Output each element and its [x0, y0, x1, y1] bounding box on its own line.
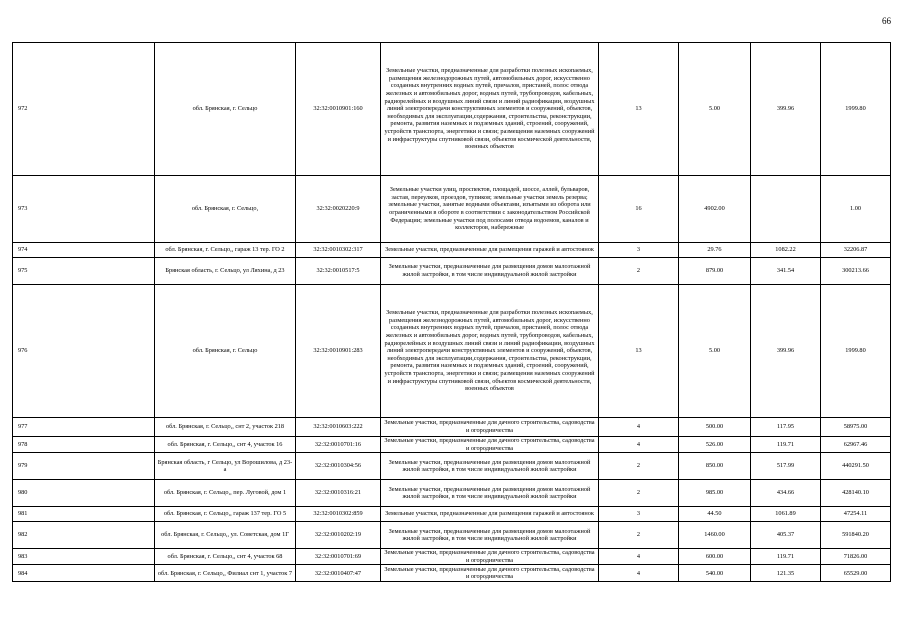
land-registry-table	[12, 42, 891, 582]
cadastral-number-cell: 32:32:0010316:21	[296, 480, 381, 507]
use-group-cell: 13	[599, 43, 679, 176]
row-number: 975	[13, 258, 155, 285]
cadastral-value-cell: 58975.00	[821, 418, 891, 437]
specific-value-cell: 341.54	[751, 258, 821, 285]
cadastral-number-cell: 32:32:0010302:317	[296, 243, 381, 258]
cadastral-number-cell: 32:32:0010701:16	[296, 437, 381, 453]
table-row	[13, 480, 891, 507]
cadastral-number-cell: 32:32:0010407:47	[296, 565, 381, 582]
cadastral-value-cell: 591840.20	[821, 522, 891, 549]
specific-value-cell: 119.71	[751, 549, 821, 565]
use-group-cell: 4	[599, 565, 679, 582]
specific-value-cell: 399.96	[751, 285, 821, 418]
table-row	[13, 418, 891, 437]
area-cell: 850.00	[679, 453, 751, 480]
specific-value-cell: 117.95	[751, 418, 821, 437]
specific-value-cell: 405.37	[751, 522, 821, 549]
address-cell: обл. Брянская, г. Сельцо,, Филиал снт 1, участок 7	[155, 565, 296, 582]
use-group-cell: 2	[599, 453, 679, 480]
area-cell: 540.00	[679, 565, 751, 582]
cadastral-number-cell: 32:32:0010304:56	[296, 453, 381, 480]
address-cell: обл. Брянская, г. Сельцо,, пер. Луговой, дом 1	[155, 480, 296, 507]
cadastral-number-cell: 32:32:0010603:222	[296, 418, 381, 437]
cadastral-value-cell: 1.00	[821, 176, 891, 243]
use-group-cell: 13	[599, 285, 679, 418]
cadastral-value-cell: 47254.11	[821, 507, 891, 522]
address-cell: обл. Брянская, г. Сельцо	[155, 285, 296, 418]
land-use-purpose-cell: Земельные участки, предназначенные для размещения домов малоэтажной жилой застройки, в том числе индивидуальной жилой застройки	[381, 258, 599, 285]
row-number: 973	[13, 176, 155, 243]
cadastral-value-cell: 1999.80	[821, 285, 891, 418]
address-cell: обл. Брянская, г. Сельцо,, снт 4, участок 68	[155, 549, 296, 565]
land-use-purpose-cell: Земельные участки, предназначенные для размещения домов малоэтажной жилой застройки, в том числе индивидуальной жилой застройки	[381, 480, 599, 507]
row-number: 976	[13, 285, 155, 418]
cadastral-value-cell: 32206.87	[821, 243, 891, 258]
area-cell: 4902.00	[679, 176, 751, 243]
table-row	[13, 549, 891, 565]
row-number: 983	[13, 549, 155, 565]
cadastral-number-cell: 32:32:0010302:859	[296, 507, 381, 522]
row-number: 984	[13, 565, 155, 582]
use-group-cell: 4	[599, 437, 679, 453]
cadastral-number-cell: 32:32:0010901:160	[296, 43, 381, 176]
specific-value-cell: 1082.22	[751, 243, 821, 258]
row-number: 974	[13, 243, 155, 258]
row-number: 979	[13, 453, 155, 480]
row-number: 982	[13, 522, 155, 549]
land-use-purpose-cell: Земельные участки, предназначенные для дачного строительства, садоводства и огородничества	[381, 565, 599, 582]
address-cell: обл. Брянская, г. Сельцо,	[155, 176, 296, 243]
use-group-cell: 4	[599, 418, 679, 437]
cadastral-number-cell: 32:32:0010202:19	[296, 522, 381, 549]
cadastral-value-cell: 428140.10	[821, 480, 891, 507]
cadastral-value-cell: 300213.66	[821, 258, 891, 285]
use-group-cell: 4	[599, 549, 679, 565]
address-cell: обл. Брянская, г. Сельцо,, ул. Советская, дом 1Г	[155, 522, 296, 549]
table-row	[13, 507, 891, 522]
row-number: 978	[13, 437, 155, 453]
cadastral-value-cell: 65529.00	[821, 565, 891, 582]
cadastral-value-cell: 440291.50	[821, 453, 891, 480]
area-cell: 1460.00	[679, 522, 751, 549]
row-number: 977	[13, 418, 155, 437]
area-cell: 985.00	[679, 480, 751, 507]
area-cell: 526.00	[679, 437, 751, 453]
specific-value-cell: 434.66	[751, 480, 821, 507]
address-cell: Брянская область, г Сельцо, ул Ворошилова, д 23-а	[155, 453, 296, 480]
use-group-cell: 2	[599, 258, 679, 285]
area-cell: 5.00	[679, 285, 751, 418]
table-row	[13, 258, 891, 285]
cadastral-value-cell: 1999.80	[821, 43, 891, 176]
table-row	[13, 522, 891, 549]
row-number: 980	[13, 480, 155, 507]
table-row	[13, 453, 891, 480]
cadastral-number-cell: 32:32:0010701:69	[296, 549, 381, 565]
table-row	[13, 43, 891, 176]
specific-value-cell: 517.99	[751, 453, 821, 480]
cadastral-value-cell: 62967.46	[821, 437, 891, 453]
table-row	[13, 285, 891, 418]
land-use-purpose-cell: Земельные участки улиц, проспектов, площадей, шоссе, аллей, бульваров, застав, переулков, проездов, тупиков; земельные участки земель резерва; земельные участки, занятые водными объектами, изъятыми из оборота или ограниченными в обороте в соответствии с законодательством Российской Федерации; земельные участки под полосами отвода водоемов, каналов и коллекторов, набережные	[381, 176, 599, 243]
specific-value-cell: 119.71	[751, 437, 821, 453]
use-group-cell: 16	[599, 176, 679, 243]
specific-value-cell: 1061.89	[751, 507, 821, 522]
area-cell: 29.76	[679, 243, 751, 258]
use-group-cell: 3	[599, 243, 679, 258]
table-row	[13, 243, 891, 258]
specific-value-cell	[751, 176, 821, 243]
address-cell: обл. Брянская, г. Сельцо,, гараж 13 тер. ГО 2	[155, 243, 296, 258]
area-cell: 500.00	[679, 418, 751, 437]
land-use-purpose-cell: Земельные участки, предназначенные для дачного строительства, садоводства и огородничества	[381, 549, 599, 565]
land-use-purpose-cell: Земельные участки, предназначенные для разработки полезных ископаемых, размещения железнодорожных путей, автомобильных дорог, искусственно созданных внутренних водных путей, причалов, пристаней, полос отвода железных и автомобильных дорог, водных путей, трубопроводов, кабельных, радиорелейных и воздушных линий связи и линий радиофикации, воздушных линий электропередачи конструктивных элементов и сооружений, объектов, необходимых для эксплуатации,содержания, строительства, реконструкции, ремонта, развития наземных и подземных зданий, строений, сооружений, устройств транспорта, энергетики и связи; размещения наземных сооружений и инфраструктуры спутниковой связи, объектов космической деятельности, военных объектов	[381, 43, 599, 176]
use-group-cell: 3	[599, 507, 679, 522]
address-cell: обл. Брянская, г. Сельцо,, снт 4, участок 16	[155, 437, 296, 453]
table-row	[13, 565, 891, 582]
area-cell: 600.00	[679, 549, 751, 565]
page-number: 66	[882, 16, 891, 26]
area-cell: 5.00	[679, 43, 751, 176]
land-use-purpose-cell: Земельные участки, предназначенные для разработки полезных ископаемых, размещения железнодорожных путей, автомобильных дорог, искусственно созданных внутренних водных путей, причалов, пристаней, полос отвода железных и автомобильных дорог, водных путей, трубопроводов, кабельных, радиорелейных и воздушных линий связи и линий радиофикации, воздушных линий электропередачи конструктивных элементов и сооружений, объектов, необходимых для эксплуатации,содержания, строительства, реконструкции, ремонта, развития наземных и подземных зданий, строений, сооружений, устройств транспорта, энергетики и связи; размещения наземных сооружений и инфраструктуры спутниковой связи, объектов космической деятельности, военных объектов	[381, 285, 599, 418]
address-cell: Брянская область, г. Сельцо, ул Ляхина, д 23	[155, 258, 296, 285]
land-use-purpose-cell: Земельные участки, предназначенные для дачного строительства, садоводства и огородничества	[381, 418, 599, 437]
address-cell: обл. Брянская, г. Сельцо	[155, 43, 296, 176]
land-use-purpose-cell: Земельные участки, предназначенные для размещения домов малоэтажной жилой застройки, в том числе индивидуальной жилой застройки	[381, 453, 599, 480]
specific-value-cell: 399.96	[751, 43, 821, 176]
row-number: 972	[13, 43, 155, 176]
cadastral-number-cell: 32:32:0010901:283	[296, 285, 381, 418]
address-cell: обл. Брянская, г. Сельцо,, гараж 137 тер. ГО 5	[155, 507, 296, 522]
address-cell: обл. Брянская, г. Сельцо,, снт 2, участок 218	[155, 418, 296, 437]
row-number: 981	[13, 507, 155, 522]
cadastral-number-cell: 32:32:0020220:9	[296, 176, 381, 243]
use-group-cell: 2	[599, 480, 679, 507]
cadastral-number-cell: 32:32:0010517:5	[296, 258, 381, 285]
area-cell: 44.50	[679, 507, 751, 522]
land-use-purpose-cell: Земельные участки, предназначенные для размещения гаражей и автостоянок	[381, 243, 599, 258]
land-use-purpose-cell: Земельные участки, предназначенные для дачного строительства, садоводства и огородничества	[381, 437, 599, 453]
table-row	[13, 176, 891, 243]
cadastral-value-cell: 71826.00	[821, 549, 891, 565]
specific-value-cell: 121.35	[751, 565, 821, 582]
use-group-cell: 2	[599, 522, 679, 549]
table-row	[13, 437, 891, 453]
land-use-purpose-cell: Земельные участки, предназначенные для размещения гаражей и автостоянок	[381, 507, 599, 522]
land-use-purpose-cell: Земельные участки, предназначенные для размещения домов малоэтажной жилой застройки, в том числе индивидуальной жилой застройки	[381, 522, 599, 549]
area-cell: 879.00	[679, 258, 751, 285]
